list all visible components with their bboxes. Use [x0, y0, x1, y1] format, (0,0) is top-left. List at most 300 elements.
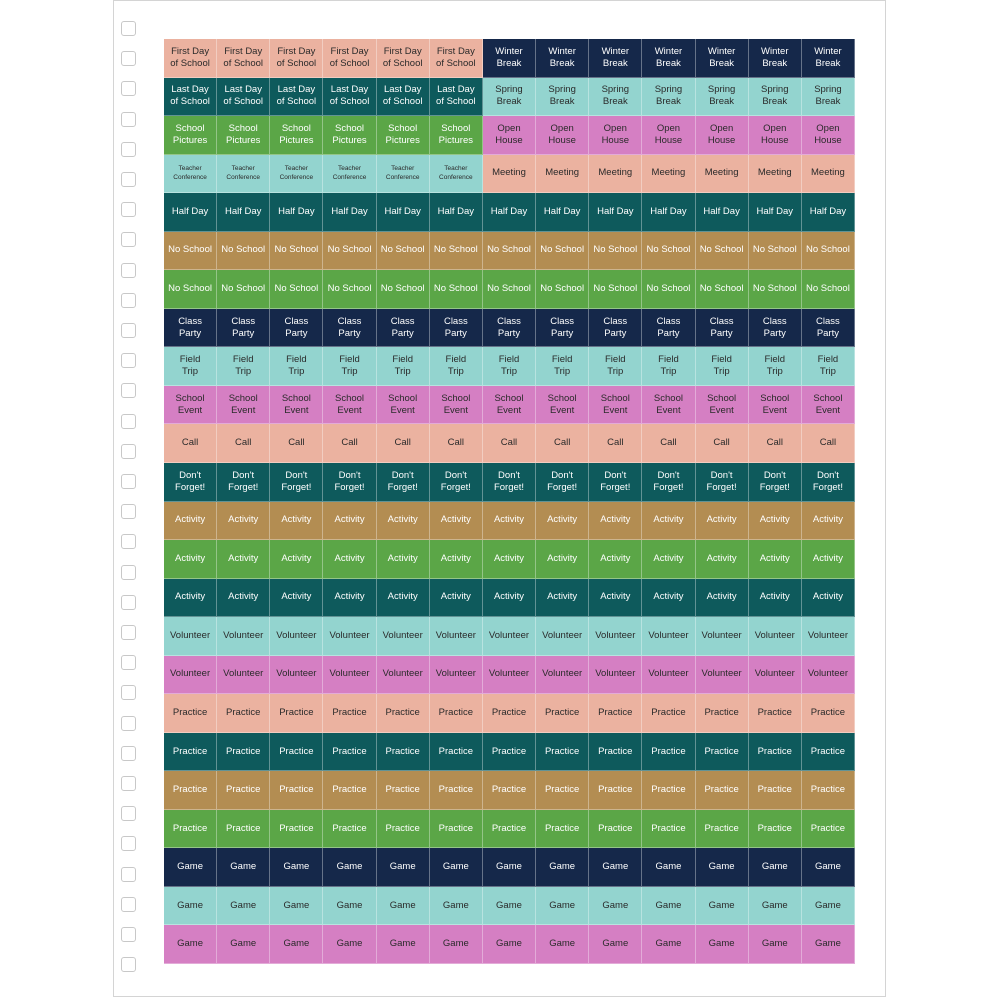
sticker[interactable]: School Event [430, 386, 483, 425]
sticker[interactable]: Game [696, 925, 749, 964]
sticker[interactable]: Field Trip [270, 347, 323, 386]
sticker[interactable]: Don't Forget! [642, 463, 695, 502]
sticker[interactable]: Half Day [323, 193, 376, 232]
sticker[interactable]: Class Party [749, 309, 802, 348]
sticker[interactable]: Class Party [696, 309, 749, 348]
sticker[interactable]: Practice [642, 733, 695, 772]
sticker[interactable]: Practice [430, 733, 483, 772]
sticker[interactable]: Call [483, 424, 536, 463]
sticker[interactable]: Game [642, 887, 695, 926]
sticker[interactable]: Game [536, 925, 589, 964]
sticker[interactable]: Practice [430, 694, 483, 733]
sticker[interactable]: First Day of School [217, 39, 270, 78]
sticker[interactable]: Call [642, 424, 695, 463]
sticker[interactable]: Activity [217, 502, 270, 541]
sticker[interactable]: Don't Forget! [536, 463, 589, 502]
sticker[interactable]: Winter Break [749, 39, 802, 78]
sticker[interactable]: Field Trip [802, 347, 855, 386]
sticker[interactable]: Call [270, 424, 323, 463]
sticker[interactable]: Activity [696, 502, 749, 541]
sticker[interactable]: Don't Forget! [589, 463, 642, 502]
sticker[interactable]: Activity [589, 540, 642, 579]
sticker[interactable]: Practice [589, 733, 642, 772]
sticker[interactable]: Spring Break [802, 78, 855, 117]
sticker[interactable]: Teacher Conference [164, 155, 217, 194]
sticker[interactable]: Game [270, 925, 323, 964]
sticker[interactable]: First Day of School [377, 39, 430, 78]
sticker[interactable]: Half Day [589, 193, 642, 232]
sticker[interactable]: First Day of School [430, 39, 483, 78]
sticker[interactable]: Practice [323, 694, 376, 733]
sticker[interactable]: Field Trip [749, 347, 802, 386]
sticker[interactable]: Practice [270, 810, 323, 849]
sticker[interactable]: Volunteer [802, 617, 855, 656]
sticker[interactable]: School Event [323, 386, 376, 425]
sticker[interactable]: Class Party [430, 309, 483, 348]
sticker[interactable]: Half Day [749, 193, 802, 232]
sticker[interactable]: No School [749, 232, 802, 271]
sticker[interactable]: Game [749, 848, 802, 887]
sticker[interactable]: Activity [164, 540, 217, 579]
sticker[interactable]: Don't Forget! [430, 463, 483, 502]
sticker[interactable]: Volunteer [217, 617, 270, 656]
sticker[interactable]: Practice [270, 771, 323, 810]
sticker[interactable]: Half Day [536, 193, 589, 232]
sticker[interactable]: Activity [217, 540, 270, 579]
sticker[interactable]: Field Trip [217, 347, 270, 386]
sticker[interactable]: No School [430, 270, 483, 309]
sticker[interactable]: Open House [749, 116, 802, 155]
sticker[interactable]: Game [430, 848, 483, 887]
sticker[interactable]: No School [270, 270, 323, 309]
sticker[interactable]: Field Trip [536, 347, 589, 386]
sticker[interactable]: Open House [696, 116, 749, 155]
sticker[interactable]: Winter Break [589, 39, 642, 78]
sticker[interactable]: Open House [483, 116, 536, 155]
sticker[interactable]: Game [589, 887, 642, 926]
sticker[interactable]: Game [483, 848, 536, 887]
sticker[interactable]: Open House [802, 116, 855, 155]
sticker[interactable]: Call [536, 424, 589, 463]
sticker[interactable]: Practice [802, 733, 855, 772]
sticker[interactable]: Practice [270, 733, 323, 772]
sticker[interactable]: Call [696, 424, 749, 463]
sticker[interactable]: Volunteer [377, 617, 430, 656]
sticker[interactable]: Practice [589, 810, 642, 849]
sticker[interactable]: Meeting [483, 155, 536, 194]
sticker[interactable]: Activity [323, 502, 376, 541]
sticker[interactable]: Volunteer [589, 656, 642, 695]
sticker[interactable]: Game [749, 887, 802, 926]
sticker[interactable]: Activity [749, 579, 802, 618]
sticker[interactable]: Volunteer [270, 617, 323, 656]
sticker[interactable]: Volunteer [164, 656, 217, 695]
sticker[interactable]: Class Party [642, 309, 695, 348]
sticker[interactable]: Game [802, 848, 855, 887]
sticker[interactable]: Activity [802, 502, 855, 541]
sticker[interactable]: No School [323, 232, 376, 271]
sticker[interactable]: Volunteer [696, 617, 749, 656]
sticker[interactable]: Activity [483, 502, 536, 541]
sticker[interactable]: Don't Forget! [749, 463, 802, 502]
sticker[interactable]: Practice [377, 694, 430, 733]
sticker[interactable]: Class Party [377, 309, 430, 348]
sticker[interactable]: Practice [802, 694, 855, 733]
sticker[interactable]: Practice [377, 810, 430, 849]
sticker[interactable]: Activity [536, 579, 589, 618]
sticker[interactable]: Half Day [217, 193, 270, 232]
sticker[interactable]: Activity [430, 579, 483, 618]
sticker[interactable]: Field Trip [589, 347, 642, 386]
sticker[interactable]: Teacher Conference [323, 155, 376, 194]
sticker[interactable]: No School [270, 232, 323, 271]
sticker[interactable]: Game [323, 887, 376, 926]
sticker[interactable]: Activity [536, 540, 589, 579]
sticker[interactable]: Class Party [164, 309, 217, 348]
sticker[interactable]: No School [589, 270, 642, 309]
sticker[interactable]: First Day of School [270, 39, 323, 78]
sticker[interactable]: Class Party [802, 309, 855, 348]
sticker[interactable]: Activity [217, 579, 270, 618]
sticker[interactable]: Activity [536, 502, 589, 541]
sticker[interactable]: No School [696, 270, 749, 309]
sticker[interactable]: Practice [483, 733, 536, 772]
sticker[interactable]: Last Day of School [430, 78, 483, 117]
sticker[interactable]: Spring Break [642, 78, 695, 117]
sticker[interactable]: No School [217, 232, 270, 271]
sticker[interactable]: Activity [164, 502, 217, 541]
sticker[interactable]: School Event [802, 386, 855, 425]
sticker[interactable]: Game [589, 925, 642, 964]
sticker[interactable]: Practice [483, 694, 536, 733]
sticker[interactable]: Half Day [377, 193, 430, 232]
sticker[interactable]: Meeting [696, 155, 749, 194]
sticker[interactable]: Last Day of School [270, 78, 323, 117]
sticker[interactable]: Activity [270, 502, 323, 541]
sticker[interactable]: No School [642, 232, 695, 271]
sticker[interactable]: Volunteer [323, 617, 376, 656]
sticker[interactable]: Activity [642, 502, 695, 541]
sticker[interactable]: Field Trip [377, 347, 430, 386]
sticker[interactable]: Class Party [323, 309, 376, 348]
sticker[interactable]: Last Day of School [377, 78, 430, 117]
sticker[interactable]: No School [377, 232, 430, 271]
sticker[interactable]: Spring Break [749, 78, 802, 117]
sticker[interactable]: Class Party [536, 309, 589, 348]
sticker[interactable]: Volunteer [323, 656, 376, 695]
sticker[interactable]: Practice [164, 771, 217, 810]
sticker[interactable]: Game [536, 848, 589, 887]
sticker[interactable]: Practice [164, 810, 217, 849]
sticker[interactable]: Practice [164, 694, 217, 733]
sticker[interactable]: Game [217, 925, 270, 964]
sticker[interactable]: Don't Forget! [696, 463, 749, 502]
sticker[interactable]: No School [802, 232, 855, 271]
sticker[interactable]: Volunteer [642, 656, 695, 695]
sticker[interactable]: Practice [483, 771, 536, 810]
sticker[interactable]: Game [270, 848, 323, 887]
sticker[interactable]: No School [642, 270, 695, 309]
sticker[interactable]: Call [164, 424, 217, 463]
sticker[interactable]: Spring Break [589, 78, 642, 117]
sticker[interactable]: Activity [589, 502, 642, 541]
sticker[interactable]: Practice [536, 771, 589, 810]
sticker[interactable]: Practice [430, 771, 483, 810]
sticker[interactable]: School Event [696, 386, 749, 425]
sticker[interactable]: Volunteer [749, 617, 802, 656]
sticker[interactable]: Activity [270, 540, 323, 579]
sticker[interactable]: Call [589, 424, 642, 463]
sticker[interactable]: Half Day [164, 193, 217, 232]
sticker[interactable]: Activity [483, 540, 536, 579]
sticker[interactable]: Activity [323, 540, 376, 579]
sticker[interactable]: Game [589, 848, 642, 887]
sticker[interactable]: First Day of School [164, 39, 217, 78]
sticker[interactable]: School Event [483, 386, 536, 425]
sticker[interactable]: Volunteer [270, 656, 323, 695]
sticker[interactable]: No School [217, 270, 270, 309]
sticker[interactable]: Volunteer [536, 617, 589, 656]
sticker[interactable]: Practice [217, 694, 270, 733]
sticker[interactable]: Half Day [430, 193, 483, 232]
sticker[interactable]: Practice [749, 810, 802, 849]
sticker[interactable]: Game [164, 848, 217, 887]
sticker[interactable]: Volunteer [430, 656, 483, 695]
sticker[interactable]: Winter Break [642, 39, 695, 78]
sticker[interactable]: Volunteer [483, 617, 536, 656]
sticker[interactable]: No School [536, 270, 589, 309]
sticker[interactable]: Activity [802, 579, 855, 618]
sticker[interactable]: Game [802, 887, 855, 926]
sticker[interactable]: School Event [270, 386, 323, 425]
sticker[interactable]: Meeting [589, 155, 642, 194]
sticker[interactable]: Teacher Conference [430, 155, 483, 194]
sticker[interactable]: Game [270, 887, 323, 926]
sticker[interactable]: No School [696, 232, 749, 271]
sticker[interactable]: Don't Forget! [217, 463, 270, 502]
sticker[interactable]: Activity [430, 502, 483, 541]
sticker[interactable]: Activity [164, 579, 217, 618]
sticker[interactable]: Half Day [483, 193, 536, 232]
sticker[interactable]: Half Day [270, 193, 323, 232]
sticker[interactable]: Volunteer [589, 617, 642, 656]
sticker[interactable]: Class Party [589, 309, 642, 348]
sticker[interactable]: Activity [749, 540, 802, 579]
sticker[interactable]: Teacher Conference [217, 155, 270, 194]
sticker[interactable]: Activity [377, 579, 430, 618]
sticker[interactable]: Practice [749, 694, 802, 733]
sticker[interactable]: Game [642, 925, 695, 964]
sticker[interactable]: Don't Forget! [802, 463, 855, 502]
sticker[interactable]: Teacher Conference [270, 155, 323, 194]
sticker[interactable]: Call [217, 424, 270, 463]
sticker[interactable]: Don't Forget! [323, 463, 376, 502]
sticker[interactable]: Game [430, 887, 483, 926]
sticker[interactable]: Teacher Conference [377, 155, 430, 194]
sticker[interactable]: School Event [749, 386, 802, 425]
sticker[interactable]: Open House [589, 116, 642, 155]
sticker[interactable]: School Pictures [323, 116, 376, 155]
sticker[interactable]: Game [802, 925, 855, 964]
sticker[interactable]: Game [696, 848, 749, 887]
sticker[interactable]: Field Trip [483, 347, 536, 386]
sticker[interactable]: Activity [642, 579, 695, 618]
sticker[interactable]: School Event [217, 386, 270, 425]
sticker[interactable]: Field Trip [323, 347, 376, 386]
sticker[interactable]: Game [696, 887, 749, 926]
sticker[interactable]: Volunteer [217, 656, 270, 695]
sticker[interactable]: Practice [642, 771, 695, 810]
sticker[interactable]: Practice [323, 810, 376, 849]
sticker[interactable]: Activity [749, 502, 802, 541]
sticker[interactable]: No School [377, 270, 430, 309]
sticker[interactable]: Activity [642, 540, 695, 579]
sticker[interactable]: Game [217, 887, 270, 926]
sticker[interactable]: Winter Break [802, 39, 855, 78]
sticker[interactable]: Spring Break [483, 78, 536, 117]
sticker[interactable]: Class Party [483, 309, 536, 348]
sticker[interactable]: Practice [536, 694, 589, 733]
sticker[interactable]: Game [483, 925, 536, 964]
sticker[interactable]: Game [642, 848, 695, 887]
sticker[interactable]: Game [377, 887, 430, 926]
sticker[interactable]: No School [483, 270, 536, 309]
sticker[interactable]: Game [749, 925, 802, 964]
sticker[interactable]: Game [164, 887, 217, 926]
sticker[interactable]: Activity [377, 502, 430, 541]
sticker[interactable]: Volunteer [802, 656, 855, 695]
sticker[interactable]: Practice [217, 733, 270, 772]
sticker[interactable]: Last Day of School [164, 78, 217, 117]
sticker[interactable]: No School [749, 270, 802, 309]
sticker[interactable]: Volunteer [696, 656, 749, 695]
sticker[interactable]: School Pictures [270, 116, 323, 155]
sticker[interactable]: Meeting [536, 155, 589, 194]
sticker[interactable]: Volunteer [483, 656, 536, 695]
sticker[interactable]: Call [323, 424, 376, 463]
sticker[interactable]: Last Day of School [323, 78, 376, 117]
sticker[interactable]: No School [589, 232, 642, 271]
sticker[interactable]: Activity [696, 540, 749, 579]
sticker[interactable]: No School [802, 270, 855, 309]
sticker[interactable]: School Pictures [430, 116, 483, 155]
sticker[interactable]: Practice [696, 694, 749, 733]
sticker[interactable]: Volunteer [430, 617, 483, 656]
sticker[interactable]: Practice [802, 771, 855, 810]
sticker[interactable]: Activity [270, 579, 323, 618]
sticker[interactable]: School Pictures [164, 116, 217, 155]
sticker[interactable]: Activity [483, 579, 536, 618]
sticker[interactable]: Class Party [270, 309, 323, 348]
sticker[interactable]: Practice [749, 733, 802, 772]
sticker[interactable]: Practice [589, 771, 642, 810]
sticker[interactable]: Meeting [642, 155, 695, 194]
sticker[interactable]: Field Trip [430, 347, 483, 386]
sticker[interactable]: Practice [536, 733, 589, 772]
sticker[interactable]: School Event [377, 386, 430, 425]
sticker[interactable]: Practice [377, 771, 430, 810]
sticker[interactable]: Game [483, 887, 536, 926]
sticker[interactable]: Volunteer [642, 617, 695, 656]
sticker[interactable]: Practice [696, 771, 749, 810]
sticker[interactable]: Practice [217, 810, 270, 849]
sticker[interactable]: Practice [536, 810, 589, 849]
sticker[interactable]: Field Trip [642, 347, 695, 386]
sticker[interactable]: School Event [164, 386, 217, 425]
sticker[interactable]: Activity [430, 540, 483, 579]
sticker[interactable]: Don't Forget! [164, 463, 217, 502]
sticker[interactable]: Field Trip [696, 347, 749, 386]
sticker[interactable]: Volunteer [749, 656, 802, 695]
sticker[interactable]: Volunteer [377, 656, 430, 695]
sticker[interactable]: No School [164, 270, 217, 309]
sticker[interactable]: Don't Forget! [270, 463, 323, 502]
sticker[interactable]: Game [430, 925, 483, 964]
sticker[interactable]: Game [377, 925, 430, 964]
sticker[interactable]: Winter Break [536, 39, 589, 78]
sticker[interactable]: School Pictures [217, 116, 270, 155]
sticker[interactable]: Practice [802, 810, 855, 849]
sticker[interactable]: Game [217, 848, 270, 887]
sticker[interactable]: Activity [802, 540, 855, 579]
sticker[interactable]: School Event [536, 386, 589, 425]
sticker[interactable]: Practice [696, 810, 749, 849]
sticker[interactable]: Spring Break [536, 78, 589, 117]
sticker[interactable]: School Event [589, 386, 642, 425]
sticker[interactable]: Game [377, 848, 430, 887]
sticker[interactable]: Game [323, 848, 376, 887]
sticker[interactable]: No School [483, 232, 536, 271]
sticker[interactable]: Activity [696, 579, 749, 618]
sticker[interactable]: Spring Break [696, 78, 749, 117]
sticker[interactable]: Meeting [749, 155, 802, 194]
sticker[interactable]: No School [536, 232, 589, 271]
sticker[interactable]: Half Day [642, 193, 695, 232]
sticker[interactable]: Practice [270, 694, 323, 733]
sticker[interactable]: Activity [377, 540, 430, 579]
sticker[interactable]: Volunteer [164, 617, 217, 656]
sticker[interactable]: Practice [430, 810, 483, 849]
sticker[interactable]: Class Party [217, 309, 270, 348]
sticker[interactable]: Half Day [802, 193, 855, 232]
sticker[interactable]: Last Day of School [217, 78, 270, 117]
sticker[interactable]: Practice [696, 733, 749, 772]
sticker[interactable]: First Day of School [323, 39, 376, 78]
sticker[interactable]: No School [164, 232, 217, 271]
sticker[interactable]: Practice [589, 694, 642, 733]
sticker[interactable]: Don't Forget! [377, 463, 430, 502]
sticker[interactable]: Practice [642, 810, 695, 849]
sticker[interactable]: Don't Forget! [483, 463, 536, 502]
sticker[interactable]: No School [430, 232, 483, 271]
sticker[interactable]: Game [536, 887, 589, 926]
sticker[interactable]: Call [749, 424, 802, 463]
sticker[interactable]: Field Trip [164, 347, 217, 386]
sticker[interactable]: Volunteer [536, 656, 589, 695]
sticker[interactable]: Practice [323, 733, 376, 772]
sticker[interactable]: Winter Break [696, 39, 749, 78]
sticker[interactable]: Practice [483, 810, 536, 849]
sticker[interactable]: Call [377, 424, 430, 463]
sticker[interactable]: Open House [642, 116, 695, 155]
sticker[interactable]: Game [323, 925, 376, 964]
sticker[interactable]: Practice [749, 771, 802, 810]
sticker[interactable]: Open House [536, 116, 589, 155]
sticker[interactable]: Meeting [802, 155, 855, 194]
sticker[interactable]: No School [323, 270, 376, 309]
sticker[interactable]: Practice [377, 733, 430, 772]
sticker[interactable]: School Event [642, 386, 695, 425]
